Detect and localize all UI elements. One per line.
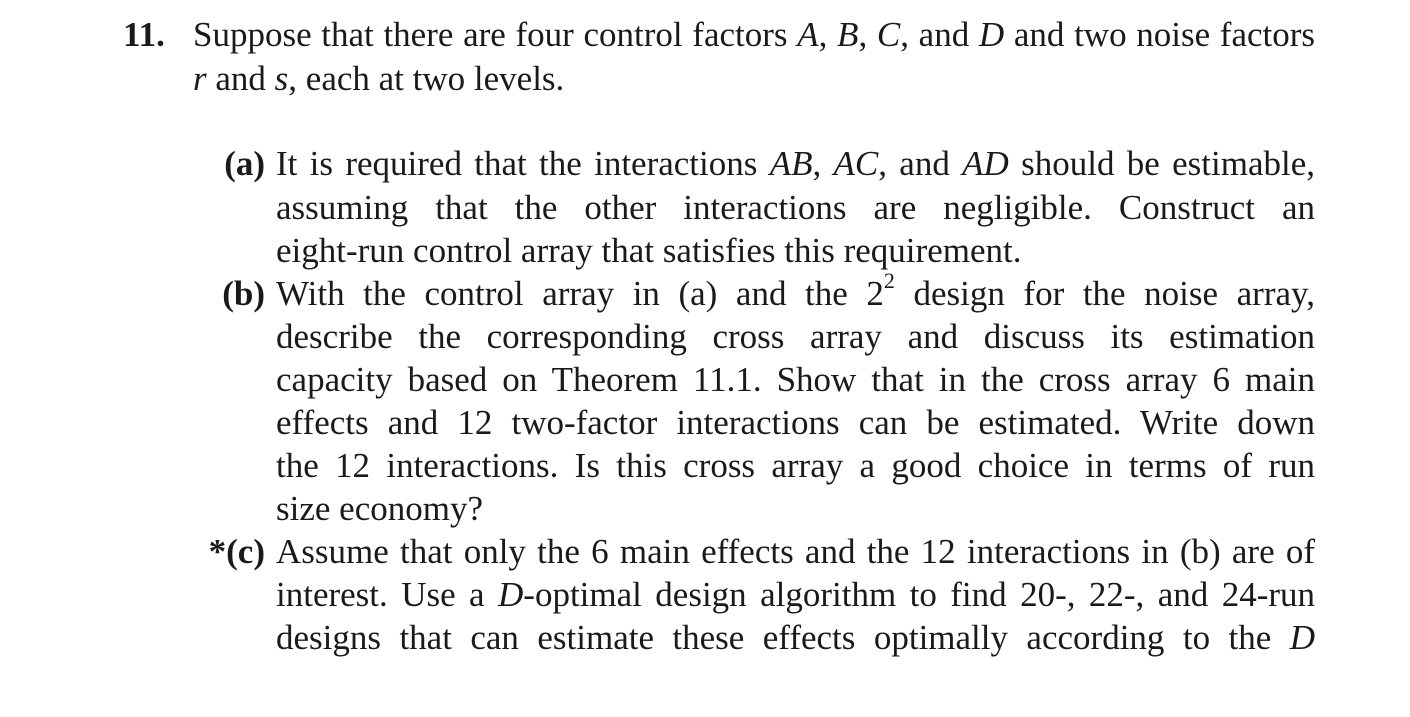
text: should be estimable, <box>1008 144 1315 183</box>
problem-intro-line-2 <box>193 57 564 101</box>
part-b-line-1 <box>276 268 1315 316</box>
interaction-AD: AD <box>962 144 1009 183</box>
text: , and <box>900 15 979 54</box>
D-italic: D <box>1289 618 1315 657</box>
superscript: 2 <box>883 268 895 294</box>
factor-C: C <box>876 15 901 54</box>
part-b-line-5: the 12 interactions. Is this cross array a good choice in terms of run <box>276 446 1315 485</box>
text: , <box>812 144 834 183</box>
text: design for the noise array, <box>894 274 1315 313</box>
part-b-line-4: effects and 12 two-factor interactions can be estimated. Write down <box>276 403 1315 442</box>
part-b-line-6: size economy? <box>276 489 483 528</box>
text: Suppose that there are four control factors <box>193 15 798 54</box>
part-b-line-2: describe the corresponding cross array and discuss its estimation <box>276 317 1315 356</box>
part-c-line-3 <box>276 616 1315 660</box>
part-a-label: (a) <box>224 144 265 183</box>
text: , <box>818 15 838 54</box>
text: , and <box>878 144 963 183</box>
text: interest. Use a <box>276 575 499 614</box>
noise-factor-r: r <box>193 59 207 98</box>
part-b-label: (b) <box>222 274 265 313</box>
interaction-AC: AC <box>833 144 879 183</box>
part-c-line-1: Assume that only the 6 main effects and the 12 interactions in (b) are of <box>276 532 1315 571</box>
text: designs that can estimate these effects optimally according to the <box>276 618 1290 657</box>
problem-number: 11. <box>123 15 165 54</box>
text: It is required that the interactions <box>276 144 770 183</box>
text: , each at two levels. <box>288 59 565 98</box>
part-c-line-2 <box>276 573 1315 617</box>
D-italic: D <box>498 575 524 614</box>
interaction-AB: AB <box>769 144 813 183</box>
text: and <box>206 59 275 98</box>
factor-A: A <box>797 15 819 54</box>
problem-intro-line-1 <box>193 13 1315 57</box>
part-b-line-3: capacity based on Theorem 11.1. Show that in the cross array 6 main <box>276 360 1315 399</box>
part-c-label: *(c) <box>208 532 265 571</box>
text: and two noise factors <box>1004 15 1316 54</box>
factor-D: D <box>978 15 1005 54</box>
noise-factor-s: s <box>274 59 289 98</box>
text: -optimal design algorithm to find 20-, 22-, and 24-run <box>523 575 1316 614</box>
text: With the control array in (a) and the 2 <box>276 274 884 313</box>
factor-B: B <box>837 15 859 54</box>
part-a-line-3: eight-run control array that satisfies this requirement. <box>276 231 1022 270</box>
part-a-line-1 <box>276 142 1315 186</box>
text: , <box>858 15 877 54</box>
part-a-line-2: assuming that the other interactions are negligible. Construct an <box>276 188 1315 227</box>
